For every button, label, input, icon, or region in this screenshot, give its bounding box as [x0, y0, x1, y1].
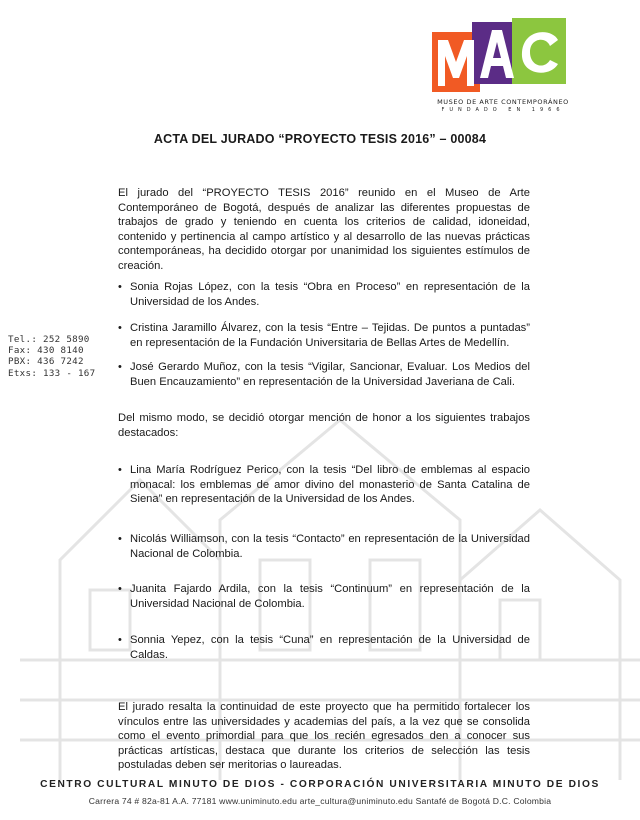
- honor-item: • Sonnia Yepez, con la tesis “Cuna” en representación de la Universidad de Caldas.: [118, 634, 530, 661]
- contact-tel: Tel.: 252 5890: [8, 334, 90, 345]
- contact-block: [8, 334, 95, 379]
- mac-museum-logo: [432, 18, 566, 92]
- bullet-icon: •: [118, 322, 122, 334]
- contact-ext: Etxs: 133 - 167: [8, 367, 96, 379]
- honor-item: • Lina María Rodríguez Perico, con la tesis “Del libro de emblemas al espacio monacal: los emblemas de amor divino del monasterio de Santa Catalina de Siena” en representación de la Universidad de los Andes.: [118, 464, 530, 506]
- contact-fax: Fax: 430 8140: [8, 345, 84, 357]
- footer-address: Carrera 74 # 82a-81 A.A. 77181 www.uniminuto.edu arte_cultura@uniminuto.edu Santafé de Bogotá D.C. Colombia: [88, 796, 552, 806]
- honor-item: • Juanita Fajardo Ardila, con la tesis “Continuum” en representación de la Universidad Nacional de Colombia.: [118, 583, 530, 610]
- bullet-icon: •: [118, 634, 122, 646]
- honor-intro-paragraph: Del mismo modo, se decidió otorgar mención de honor a los siguientes trabajos destacados:: [118, 412, 530, 439]
- intro-paragraph: El jurado del “PROYECTO TESIS 2016” reunido en el Museo de Arte Contemporáneo de Bogotá, después de analizar las diferentes propuestas de trabajos de grado y teniendo en cuenta los criterios de calidad, idoneidad, contenido y pertinencia al campo artístico y al desarrollo de las nuevas prácticas contemporáneas, ha decidido otorgar por unanimidad los siguientes estímulos de creación.: [118, 187, 530, 272]
- bullet-icon: •: [118, 281, 122, 293]
- museum-founded: FUNDADO EN 1966: [441, 107, 565, 113]
- footer-organization: CENTRO CULTURAL MINUTO DE DIOS - CORPORACIÓN UNIVERSITARIA MINUTO DE DIOS: [40, 779, 600, 790]
- closing-paragraph: El jurado resalta la continuidad de este proyecto que ha permitido fortalecer los vínculos entre las universidades y academias del país, a la vez que se consolida como el evento primordial para que los recién egresados den a conocer sus prácticas artísticas, destaca que durante los criterios de selección las tesis postuladas deben ser meritorias o laureadas.: [118, 701, 530, 772]
- award-item: • Sonia Rojas López, con la tesis “Obra en Proceso” en representación de la Universidad de los Andes.: [118, 281, 530, 308]
- bullet-icon: •: [118, 583, 122, 595]
- award-item: • Cristina Jaramillo Álvarez, con la tesis “Entre – Tejidas. De puntos a puntadas” en representación de la Fundación Universitaria de Bellas Artes de Medellín.: [118, 322, 530, 349]
- bullet-icon: •: [118, 361, 122, 373]
- document-title: ACTA DEL JURADO “PROYECTO TESIS 2016” – 00084: [153, 132, 487, 146]
- award-item: • José Gerardo Muñoz, con la tesis “Vigilar, Sancionar, Evaluar. Los Medios del Buen Encauzamiento” en representación de la Universidad Javeriana de Cali.: [118, 361, 530, 388]
- contact-pbx: PBX: 436 7242: [8, 356, 84, 368]
- bullet-icon: •: [118, 533, 122, 545]
- logo-caption: [428, 98, 578, 113]
- museum-name: MUSEO DE ARTE CONTEMPORÁNEO: [437, 98, 569, 106]
- honor-item: • Nicolás Williamson, con la tesis “Contacto” en representación de la Universidad Nacional de Colombia.: [118, 533, 530, 560]
- bullet-icon: •: [118, 464, 122, 476]
